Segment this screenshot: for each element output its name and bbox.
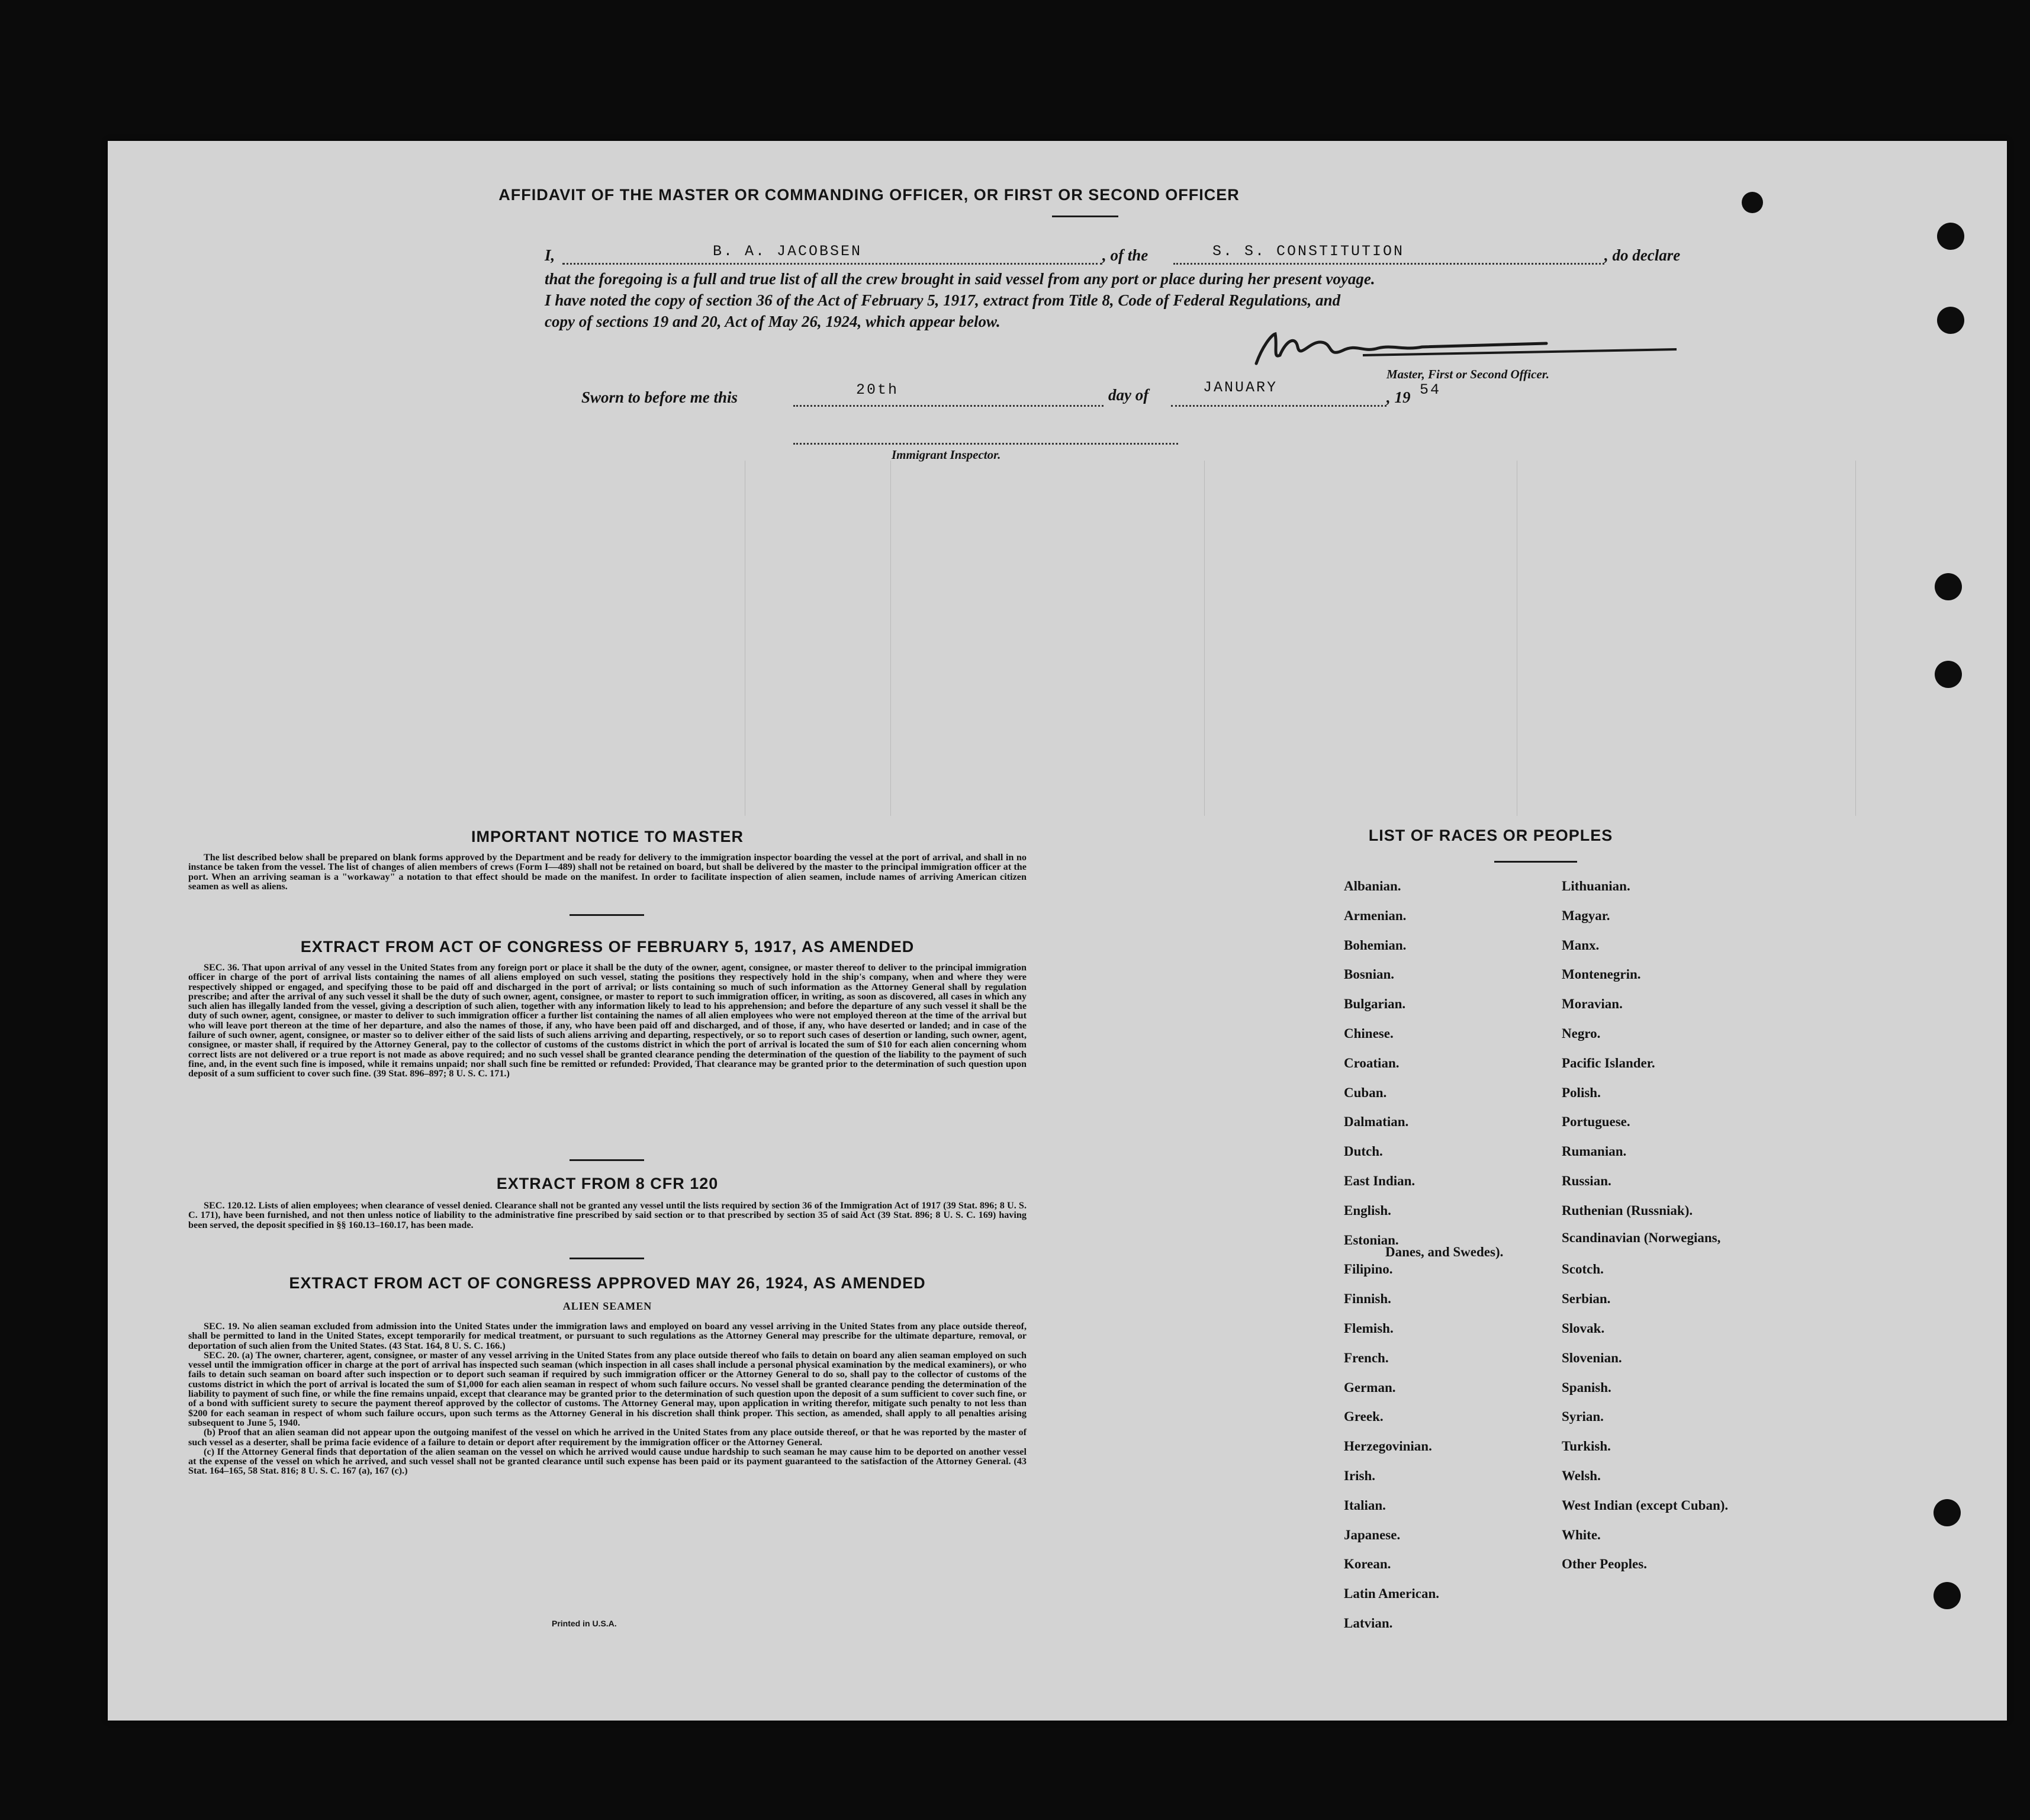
extract-1917-title: EXTRACT FROM ACT OF CONGRESS OF FEBRUARY 5, 1917, AS AMENDED (300, 938, 915, 956)
race-item: White. (1562, 1527, 1601, 1542)
notice-title: IMPORTANT NOTICE TO MASTER (471, 828, 744, 845)
year-prefix: , 19 (1386, 388, 1411, 406)
inspector-line (793, 443, 1178, 445)
sworn-label: Sworn to before me this (581, 388, 738, 406)
sworn-month: JANUARY (1203, 379, 1278, 396)
extract-1917-body (188, 963, 1027, 1079)
section-rule (570, 1258, 644, 1259)
race-item: Bulgarian. (1344, 996, 1406, 1012)
binder-hole (1934, 1499, 1961, 1526)
race-item: Finnish. (1344, 1291, 1391, 1307)
binder-hole (1935, 661, 1962, 688)
day-of-label: day of (1108, 386, 1149, 404)
race-item: Scotch. (1562, 1262, 1604, 1277)
race-item: Latvian. (1344, 1616, 1393, 1631)
signature-caption: Master, First or Second Officer. (1386, 367, 1549, 381)
race-item: Greek. (1344, 1409, 1384, 1425)
alien-seamen-subtitle: ALIEN SEAMEN (562, 1300, 652, 1312)
races-rule (1494, 861, 1577, 863)
race-item: Moravian. (1562, 996, 1623, 1012)
binder-hole (1742, 192, 1763, 213)
affidavit-line-4: copy of sections 19 and 20, Act of May 26, 1924, which appear below. (545, 313, 1000, 330)
sworn-year: 54 (1420, 381, 1442, 398)
race-item: Negro. (1562, 1026, 1601, 1041)
race-item: Filipino. (1344, 1262, 1393, 1277)
races-title: LIST OF RACES OR PEOPLES (1368, 827, 1613, 844)
race-item: Albanian. (1344, 879, 1401, 893)
race-item: German. (1344, 1380, 1396, 1395)
vessel-name: S. S. CONSTITUTION (1212, 243, 1405, 260)
section-rule (570, 1159, 644, 1161)
race-item: Portuguese. (1562, 1114, 1630, 1130)
affidavit-line-3: I have noted the copy of section 36 of the Act of February 5, 1917, extract from Title 8, Code of Federal Regulations, and (545, 291, 1341, 309)
race-item: Bohemian. (1344, 937, 1407, 953)
column-rule (890, 461, 891, 816)
sworn-day: 20th (856, 381, 899, 398)
day-line (793, 405, 1104, 407)
column-rule (1204, 461, 1205, 816)
do-declare-label: , do declare (1604, 246, 1681, 264)
race-item: West Indian (except Cuban). (1562, 1497, 1729, 1513)
race-item: Flemish. (1344, 1321, 1394, 1336)
affidavit-rule (1052, 216, 1118, 217)
race-item: Cuban. (1344, 1085, 1387, 1100)
sec-20c-text: (c) If the Attorney General finds that deportation of the alien seaman on the vessel on which he arrived would cause undue hardship to such seaman he may cause him to be deported on another vessel at the expense of the vessel on which he arrived, and such vessel shall not be granted clearance until such expense has been paid or its payment guaranteed to the satisfaction of the Attorney General. (43 Stat. 164–165, 58 Stat. 816; 8 U. S. C. 167 (a), 167 (c).) (188, 1446, 1027, 1477)
race-item: Magyar. (1562, 908, 1610, 923)
binder-hole (1935, 573, 1962, 600)
affidavit-title: AFFIDAVIT OF THE MASTER OR COMMANDING OFFICER, OR FIRST OR SECOND OFFICER (498, 186, 1240, 204)
race-item: Herzegovinian. (1344, 1439, 1432, 1454)
master-name: B. A. JACOBSEN (713, 243, 863, 260)
race-item: Dutch. (1344, 1144, 1383, 1159)
race-item: Lithuanian. (1562, 879, 1630, 893)
section-rule (570, 914, 644, 916)
race-item: Latin American. (1344, 1586, 1439, 1602)
race-item: Rumanian. (1562, 1144, 1627, 1159)
race-item: Serbian. (1562, 1291, 1611, 1307)
race-item: Estonian. (1344, 1232, 1399, 1247)
race-item: Other Peoples. (1562, 1557, 1647, 1572)
name-line (562, 263, 1102, 265)
race-item: Slovenian. (1562, 1350, 1622, 1365)
race-item: Chinese. (1344, 1026, 1394, 1041)
affidavit-line-2: that the foregoing is a full and true list of all the crew brought in said vessel from any port or place during her present voyage. (545, 270, 1375, 288)
race-item: East Indian. (1344, 1173, 1415, 1188)
affidavit-i: I, (545, 246, 555, 264)
master-signature (1238, 329, 1688, 371)
form-sheet (108, 141, 2007, 1721)
binder-hole (1937, 307, 1964, 334)
race-item: Russian. (1562, 1173, 1611, 1188)
sec-120-12-text: SEC. 120.12. Lists of alien employees; when clearance of vessel denied. Clearance shall not be granted any vessel until the lists required by section 36 of the Immigration Act of 1917 (39 Stat. 896; 8 U. S. C. 171), have been furnished, and not then unless notice of liability to the administrative fine prescribed by said section or to that prescribed by section 35 of said Act (39 Stat. 896; 8 U. S. C. 169) having been served, the deposit specified in §§ 160.13–160.17, has been made. (188, 1200, 1027, 1230)
race-item: Scandinavian (Norwegians, (1562, 1230, 1721, 1245)
race-item: Montenegrin. (1562, 967, 1641, 982)
race-item: Japanese. (1344, 1527, 1401, 1542)
binder-hole (1937, 223, 1964, 250)
sec-19-text: SEC. 19. No alien seaman excluded from admission into the United States under the immigration laws and employed on board any vessel arriving in the United States from any place outside thereof, shall be permitted to land in the United States, except temporarily for medical treatment, or pursuant to such regulations as the Attorney General may prescribe for the ultimate departure, removal, or deportation of such alien from the United States. (43 Stat. 164, 8 U. S. C. 166.) (188, 1321, 1027, 1351)
race-item: English. (1344, 1202, 1391, 1218)
race-item: Polish. (1562, 1085, 1601, 1100)
extract-cfr-title: EXTRACT FROM 8 CFR 120 (496, 1175, 719, 1192)
sec-20b-text: (b) Proof that an alien seaman did not appear upon the outgoing manifest of the vessel on which he arrived in the United States from any place outside thereof, or that he was reported by the master of such vessel as a deserter, shall be prima facie evidence of a failure to detain or deport after requirement by the immigration officer or the Attorney General. (188, 1427, 1027, 1448)
race-item: Slovak. (1562, 1321, 1605, 1336)
race-item: Pacific Islander. (1562, 1055, 1655, 1070)
race-item: Syrian. (1562, 1409, 1604, 1425)
race-item: Manx. (1562, 937, 1600, 953)
race-item: Turkish. (1562, 1439, 1611, 1454)
race-item: Dalmatian. (1344, 1114, 1409, 1130)
race-item: Spanish. (1562, 1380, 1611, 1395)
extract-1924-body (188, 1321, 1027, 1476)
extract-1924-title: EXTRACT FROM ACT OF CONGRESS APPROVED MAY 26, 1924, AS AMENDED (289, 1274, 926, 1292)
notice-body (188, 853, 1027, 891)
race-item: Bosnian. (1344, 967, 1395, 982)
race-item: Irish. (1344, 1468, 1376, 1483)
notice-text: The list described below shall be prepared on blank forms approved by the Department and be ready for delivery to the immigration inspector boarding the vessel at the port of arrival, and shall in no instance be taken from the vessel. The list of changes of alien members of crews (Form I—489) shall not be retained on board, but shall be delivered by the master to the principal immigration officer at the port. When an arriving seaman is a "workaway" a notation to that effect should be made on the manifest. In order to facilitate inspection of alien seamen, include names of arriving American citizen seamen as well as aliens. (188, 852, 1027, 892)
of-the-label: , of the (1102, 246, 1148, 264)
race-item: Welsh. (1562, 1468, 1601, 1483)
binder-hole (1934, 1582, 1961, 1609)
inspector-caption: Immigrant Inspector. (892, 448, 1001, 462)
extract-cfr-body (188, 1201, 1027, 1230)
sec-20a-text: SEC. 20. (a) The owner, charterer, agent, consignee, or master of any vessel arriving in the United States from any place outside thereof who fails to detain on board any alien seaman employed on such vessel until the immigration officer in charge at the port of arrival has inspected such seaman (which inspection in all cases shall include a personal physical examination by the medical examiners), or who fails to detain such seaman on board after such inspection or to deport such seaman if required by such immigration officer or the Attorney General to do so, shall pay to the collector of customs of the customs district in which the port of arrival is located the sum of $1,000 for each alien seaman in respect of whom such failure occurs. No vessel shall be granted clearance pending the determination of the liability to payment of such fine, or while the fine remains unpaid, except that clearance may be granted prior to the determination of such question upon the deposit of a sum sufficient to cover such fine, or of a bond with sufficient surety to secure the payment thereof approved by the collector of customs. The Attorney General may, upon application in writing therefor, mitigate such penalty to not less than $200 for each seaman in respect of whom such failure occurs, upon such terms as the Attorney General in his discretion shall think proper. This section, as amended, shall apply to all penalties arising subsequent to June 5, 1940. (188, 1349, 1027, 1428)
month-line (1171, 405, 1386, 407)
race-item: Korean. (1344, 1557, 1391, 1572)
column-rule (1855, 461, 1856, 816)
race-item: Croatian. (1344, 1055, 1400, 1070)
race-item: Italian. (1344, 1497, 1386, 1513)
vessel-line (1173, 263, 1604, 265)
race-item: Danes, and Swedes). (1385, 1244, 1504, 1259)
sec-36-text: SEC. 36. That upon arrival of any vessel in the United States from any foreign port or place it shall be the duty of the owner, agent, consignee, or master thereof to deliver to the principal immigration officer in charge of the port of arrival lists containing the names of all aliens employed on such vessel, stating the positions they respectively hold in the ship's company, when and where they were respectively shipped or engaged, and specifying those to be paid off and discharged in the port of arrival; or lists containing so much of such information as the Attorney General shall by regulation prescribe; and after the arrival of any such vessel it shall be the duty of such owner, agent, consignee, or master to report to such immigration officer, in writing, as soon as discovered, all cases in which any such alien has illegally landed from the vessel, giving a description of such alien, together with any information likely to lead to his apprehension; and before the departure of any such vessel it shall be the duty of such owner, agent, consignee, or master to deliver to such immigration officer a further list containing the names of all alien employees who were not employed thereon at the time of the arrival but who will leave port thereon at the time of her departure, and also the names of those, if any, who have been paid off and discharged, and of those, if any, who have deserted or landed; and in case of the failure of such owner, agent, consignee, or master so to deliver either of the said lists of such aliens arriving and departing, respectively, or so to report such cases of desertion or landing, such owner, agent, consignee, or master shall, if required by the Attorney General, pay to the collector of customs of the customs district in which the port of arrival is located the sum of $10 for each alien concerning whom correct lists are not delivered or a true report is not made as above required; and no such vessel shall be granted clearance pending the determination of the question of the liability to the payment of such fine, and, in the event such fine is imposed, while it remains unpaid; nor shall such fine be remitted or refunded: Provided, That clearance may be granted prior to the determination of such question upon deposit of a sum sufficient to cover such fine. (39 Stat. 896–897; 8 U. S. C. 171.) (188, 962, 1027, 1079)
race-item: French. (1344, 1350, 1389, 1365)
race-item: Ruthenian (Russniak). (1562, 1202, 1693, 1218)
printed-in-usa: Printed in U.S.A. (552, 1619, 617, 1628)
race-item: Armenian. (1344, 908, 1407, 923)
